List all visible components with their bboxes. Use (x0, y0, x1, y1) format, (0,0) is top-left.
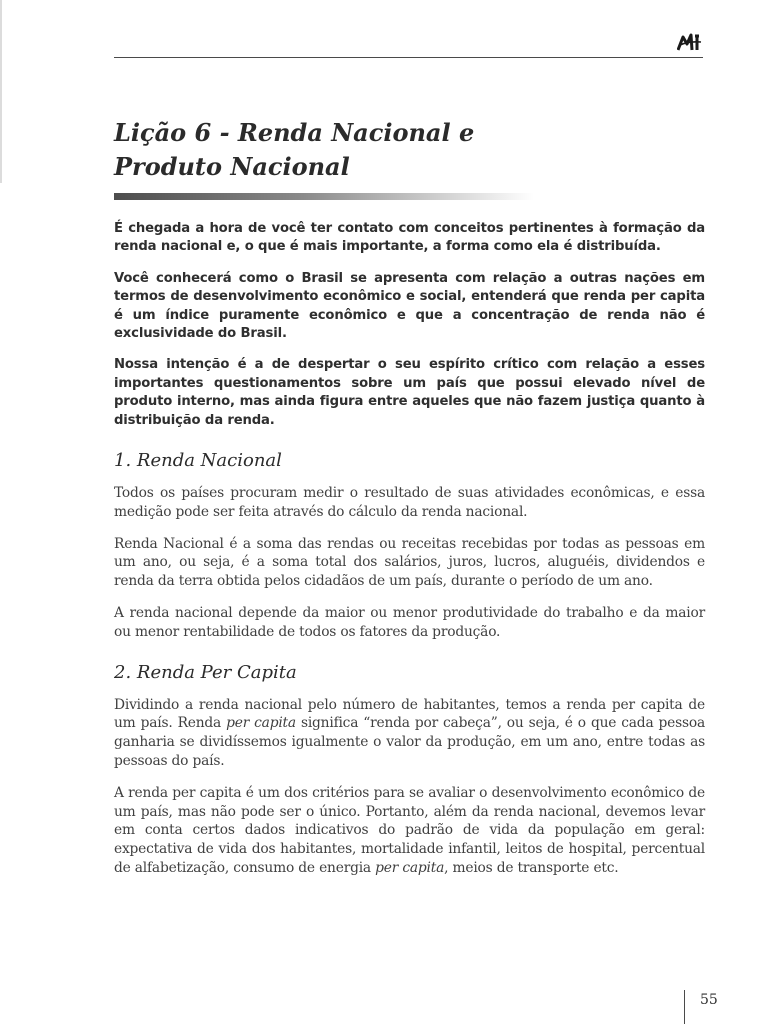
title-underline-bar (114, 193, 534, 200)
section2-p2-emphasis: per capita (375, 860, 445, 877)
section2-p2-text-b: , meios de transporte etc. (444, 860, 619, 877)
lesson-title (114, 116, 674, 184)
page-number: 55 (700, 992, 718, 1008)
section2-p1-emphasis: per capita (226, 715, 296, 732)
lesson-title-line-2: Produto Nacional (114, 152, 350, 181)
section2-p1-text-b: significa “renda por cabeça”, ou seja, é o que cada pessoa ganharia se dividíssemos igualmente o valor da produção, em um ano, entre todas as pessoas do país. (114, 715, 705, 770)
intro-paragraph-1: É chegada a hora de você ter contato com conceitos pertinentes à formação da renda nacional e, o que é mais importante, a forma como ela é distribuída. (114, 221, 705, 255)
intro-paragraph-2: Você conhecerá como o Brasil se apresenta com relação a outras nações em termos de desenvolvimento econômico e social, entenderá que renda per capita é um índice puramente econômico e que a concentração de renda não é exclusividade do Brasil. (114, 270, 705, 342)
page-content (114, 220, 705, 891)
page-edge-shadow (0, 0, 2, 183)
section-heading-renda-per-capita: 2. Renda Per Capita (114, 661, 297, 683)
page-number-rule (684, 990, 685, 1024)
header-rule (114, 57, 703, 58)
section2-p1-text-a: Dividindo a renda nacional pelo número de habitantes, temos a renda per capita de um país. Renda (114, 696, 705, 732)
publisher-logo-icon (677, 33, 703, 51)
section1-paragraph-3: A renda nacional depende da maior ou menor produtividade do trabalho e da maior ou menor rentabilidade de todos os fatores da produção. (114, 605, 705, 640)
section2-paragraph-1 (114, 696, 705, 771)
section1-paragraph-1: Todos os países procuram medir o resultado de suas atividades econômicas, e essa medição pode ser feita através do cálculo da renda nacional. (114, 485, 705, 520)
section2-p2-text-a: A renda per capita é um dos critérios para se avaliar o desenvolvimento econômico de um país, mas não pode ser o único. Portanto, além da renda nacional, devemos levar em conta certos dados indicativos do padrão de vida da população em geral: expectativa de vida dos habitantes, mortalidade infantil, leitos de hospital, percentual de alfabetização, consumo de energia (114, 784, 705, 877)
intro-paragraph-3: Nossa intenção é a de despertar o seu espírito crítico com relação a esses importantes questionamentos sobre um país que possui elevado nível de produto interno, mas ainda figura entre aqueles que não fazem justiça quanto à distribuição da renda. (114, 357, 705, 428)
section-heading-renda-nacional: 1. Renda Nacional (114, 450, 282, 472)
section2-paragraph-2 (114, 784, 705, 878)
lesson-title-line-1: Lição 6 - Renda Nacional e (114, 118, 475, 147)
section1-paragraph-2: Renda Nacional é a soma das rendas ou receitas recebidas por todas as pessoas em um ano, ou seja, é a soma total dos salários, juros, lucros, aluguéis, dividendos e renda da terra obtida pelos cidadãos de um país, durante o período de um ano. (114, 535, 705, 590)
